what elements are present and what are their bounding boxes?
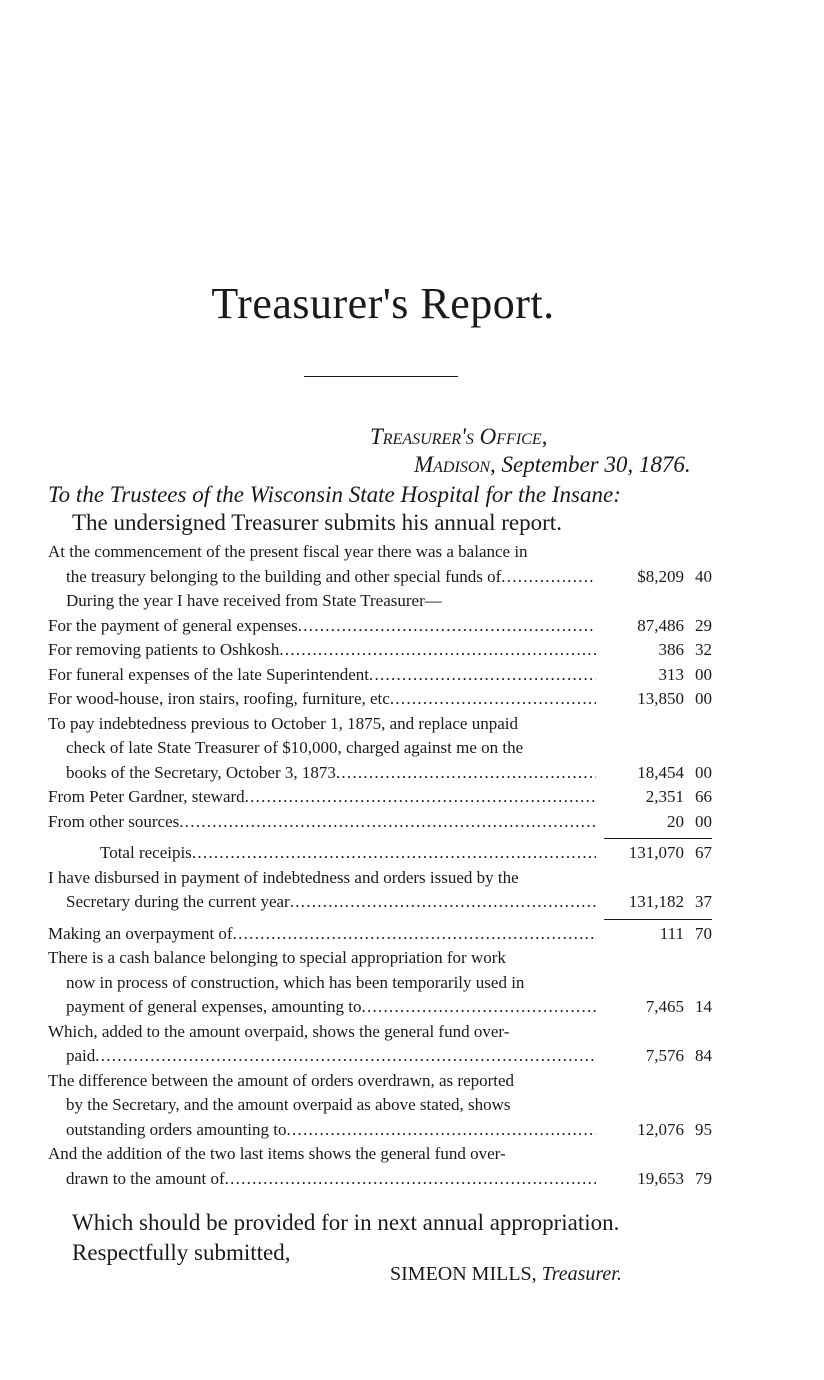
ledger-description <box>48 1044 602 1069</box>
ledger-amount-cents: 00 <box>695 762 712 782</box>
leader-dots <box>298 614 596 639</box>
ledger-row <box>48 785 712 810</box>
place-date-line <box>414 452 691 478</box>
leader-dots <box>287 1118 596 1143</box>
closing-valediction: Respectfully submitted, <box>72 1240 291 1265</box>
ledger-description <box>48 1118 602 1143</box>
ledger-row <box>48 1020 712 1045</box>
ledger-amount-dollars: 313 <box>658 664 684 684</box>
report-date: September 30, 1876. <box>501 452 691 477</box>
ledger-text: The difference between the amount of orders overdrawn, as reported <box>48 1070 515 1090</box>
leader-dots <box>179 810 596 835</box>
ledger-description <box>48 712 602 737</box>
ledger-amount-dollars: 111 <box>659 923 684 943</box>
ledger-row <box>48 1069 712 1094</box>
ledger-amount-cents: 40 <box>695 566 712 586</box>
ledger-row <box>48 687 712 712</box>
sum-rule <box>604 838 712 839</box>
ledger-description <box>48 1069 602 1094</box>
ledger-amount-dollars: 18,454 <box>637 762 684 782</box>
ledger-row <box>48 1118 712 1143</box>
salutation: To the Trustees of the Wisconsin State Hospital for the Insane: <box>48 482 621 507</box>
ledger-description <box>48 890 602 915</box>
ledger-description <box>48 866 602 891</box>
ledger-description <box>48 1167 602 1192</box>
ledger-text: From Peter Gardner, steward <box>48 787 245 806</box>
signature-name: SIMEON MILLS, <box>390 1263 537 1285</box>
ledger-description <box>48 785 602 810</box>
ledger-row <box>48 1167 712 1192</box>
ledger-text: There is a cash balance belonging to special appropriation for work <box>48 948 506 967</box>
ledger-row <box>48 1093 712 1118</box>
ledger-row <box>48 890 712 915</box>
ledger-amount-cents: 79 <box>695 1168 712 1188</box>
ledger-description <box>48 946 602 971</box>
ledger-amount-cents: 70 <box>695 923 712 943</box>
ledger-row <box>48 995 712 1020</box>
ledger-amount-cents: 66 <box>695 787 712 806</box>
ledger-description <box>48 736 602 761</box>
leader-dots <box>233 922 596 947</box>
leader-dots <box>290 890 596 915</box>
ledger-row <box>48 1142 712 1167</box>
ledger-description <box>48 841 602 866</box>
ledger-row <box>48 540 712 565</box>
ledger-amount-cents: 95 <box>695 1119 712 1139</box>
intro-paragraph: The undersigned Treasurer submits his annual report. <box>72 510 562 535</box>
ledger-row <box>48 922 712 947</box>
ledger-table <box>48 540 712 1191</box>
ledger-amount-cents: 29 <box>695 615 712 635</box>
ledger-text: From other sources <box>48 811 180 831</box>
ledger-amount-cents: 00 <box>695 689 712 708</box>
ledger-description <box>48 687 602 712</box>
ledger-amount-cents: 00 <box>695 811 712 831</box>
ledger-row <box>48 589 712 614</box>
ledger-text: outstanding orders amounting to <box>66 1119 287 1139</box>
leader-dots <box>336 761 596 786</box>
ledger-amount-dollars: 2,351 <box>645 787 684 806</box>
leader-dots <box>390 687 596 712</box>
ledger-row <box>48 971 712 996</box>
ledger-text: payment of general expenses, amounting to <box>66 997 362 1016</box>
ledger-text: During the year I have received from State Treasurer— <box>66 591 442 610</box>
closing-line: Which should be provided for in next annual appropriation. <box>72 1210 620 1235</box>
ledger-description <box>48 971 602 996</box>
ledger-amount-cents: 00 <box>695 664 712 684</box>
ledger-row <box>48 736 712 761</box>
ledger-amount-dollars: 7,465 <box>645 997 684 1016</box>
ledger-description <box>48 565 602 590</box>
ledger-amount-dollars: 7,576 <box>645 1046 684 1065</box>
ledger-text: now in process of construction, which has been temporarily used in <box>66 972 525 992</box>
ledger-amount-dollars: $8,209 <box>637 566 684 586</box>
ledger-description <box>48 995 602 1020</box>
ledger-text: paid <box>66 1046 96 1065</box>
leader-dots <box>279 638 596 663</box>
ledger-description <box>48 810 602 835</box>
ledger-description <box>48 1093 602 1118</box>
title-divider <box>304 376 458 377</box>
ledger-amount-dollars: 13,850 <box>637 689 684 708</box>
ledger-description <box>48 1142 602 1167</box>
ledger-row <box>48 841 712 866</box>
ledger-text: And the addition of the two last items shows the general fund over- <box>48 1144 506 1163</box>
ledger-amount-cents: 84 <box>695 1046 712 1065</box>
page-title: Treasurer's Report. <box>211 279 555 328</box>
ledger-text: For removing patients to Oshkosh <box>48 640 280 659</box>
ledger-amount-dollars: 87,486 <box>637 615 684 635</box>
ledger-description <box>48 638 602 663</box>
ledger-text: check of late State Treasurer of $10,000, charged against me on the <box>66 738 524 757</box>
leader-dots <box>362 995 596 1020</box>
ledger-row <box>48 946 712 971</box>
ledger-amount-cents: 14 <box>695 997 712 1016</box>
office-heading: Treasurer's Office, <box>370 424 548 449</box>
ledger-text: I have disbursed in payment of indebtedness and orders issued by the <box>48 867 519 887</box>
ledger-row <box>48 1044 712 1069</box>
ledger-amount-cents: 37 <box>695 892 712 911</box>
ledger-description <box>48 761 602 786</box>
ledger-description <box>48 540 602 565</box>
ledger-text: At the commencement of the present fiscal year there was a balance in <box>48 542 528 561</box>
place-name: Madison, <box>414 452 496 477</box>
leader-dots <box>245 785 596 810</box>
ledger-description <box>48 663 602 688</box>
ledger-row <box>48 712 712 737</box>
ledger-text: books of the Secretary, October 3, 1873 <box>66 762 336 782</box>
ledger-description <box>48 1020 602 1045</box>
ledger-description <box>48 922 602 947</box>
ledger-text: Total receipis <box>100 843 192 862</box>
ledger-amount-dollars: 386 <box>658 640 684 659</box>
signature <box>390 1263 622 1286</box>
ledger-row <box>48 565 712 590</box>
ledger-row <box>48 761 712 786</box>
sum-rule <box>604 919 712 920</box>
ledger-row <box>48 638 712 663</box>
ledger-text: the treasury belonging to the building and other special funds of <box>66 566 502 586</box>
ledger-text: by the Secretary, and the amount overpaid as above stated, shows <box>66 1095 511 1114</box>
ledger-text: Secretary during the current year <box>66 892 290 911</box>
ledger-text: For the payment of general expenses <box>48 615 298 635</box>
ledger-text: Which, added to the amount overpaid, shows the general fund over- <box>48 1021 510 1041</box>
ledger-row <box>48 866 712 891</box>
ledger-amount-dollars: 20 <box>667 811 684 831</box>
leader-dots <box>192 841 596 866</box>
ledger-text: Making an overpayment of <box>48 923 233 943</box>
ledger-description <box>48 589 602 614</box>
ledger-text: To pay indebtedness previous to October 1, 1875, and replace unpaid <box>48 713 518 733</box>
ledger-amount-cents: 67 <box>695 843 712 862</box>
ledger-row <box>48 663 712 688</box>
ledger-row <box>48 614 712 639</box>
ledger-amount-dollars: 12,076 <box>637 1119 684 1139</box>
ledger-row <box>48 810 712 835</box>
ledger-amount-dollars: 131,182 <box>628 892 684 911</box>
ledger-amount-cents: 32 <box>695 640 712 659</box>
signature-role: Treasurer. <box>541 1263 622 1285</box>
ledger-amount-dollars: 19,653 <box>637 1168 684 1188</box>
ledger-amount-dollars: 131,070 <box>628 843 684 862</box>
leader-dots <box>501 565 596 590</box>
ledger-description <box>48 614 602 639</box>
leader-dots <box>225 1167 596 1192</box>
leader-dots <box>369 663 596 688</box>
leader-dots <box>95 1044 596 1069</box>
ledger-text: drawn to the amount of <box>66 1168 225 1188</box>
ledger-text: For wood-house, iron stairs, roofing, furniture, etc <box>48 689 390 708</box>
ledger-text: For funeral expenses of the late Superintendent <box>48 664 370 684</box>
